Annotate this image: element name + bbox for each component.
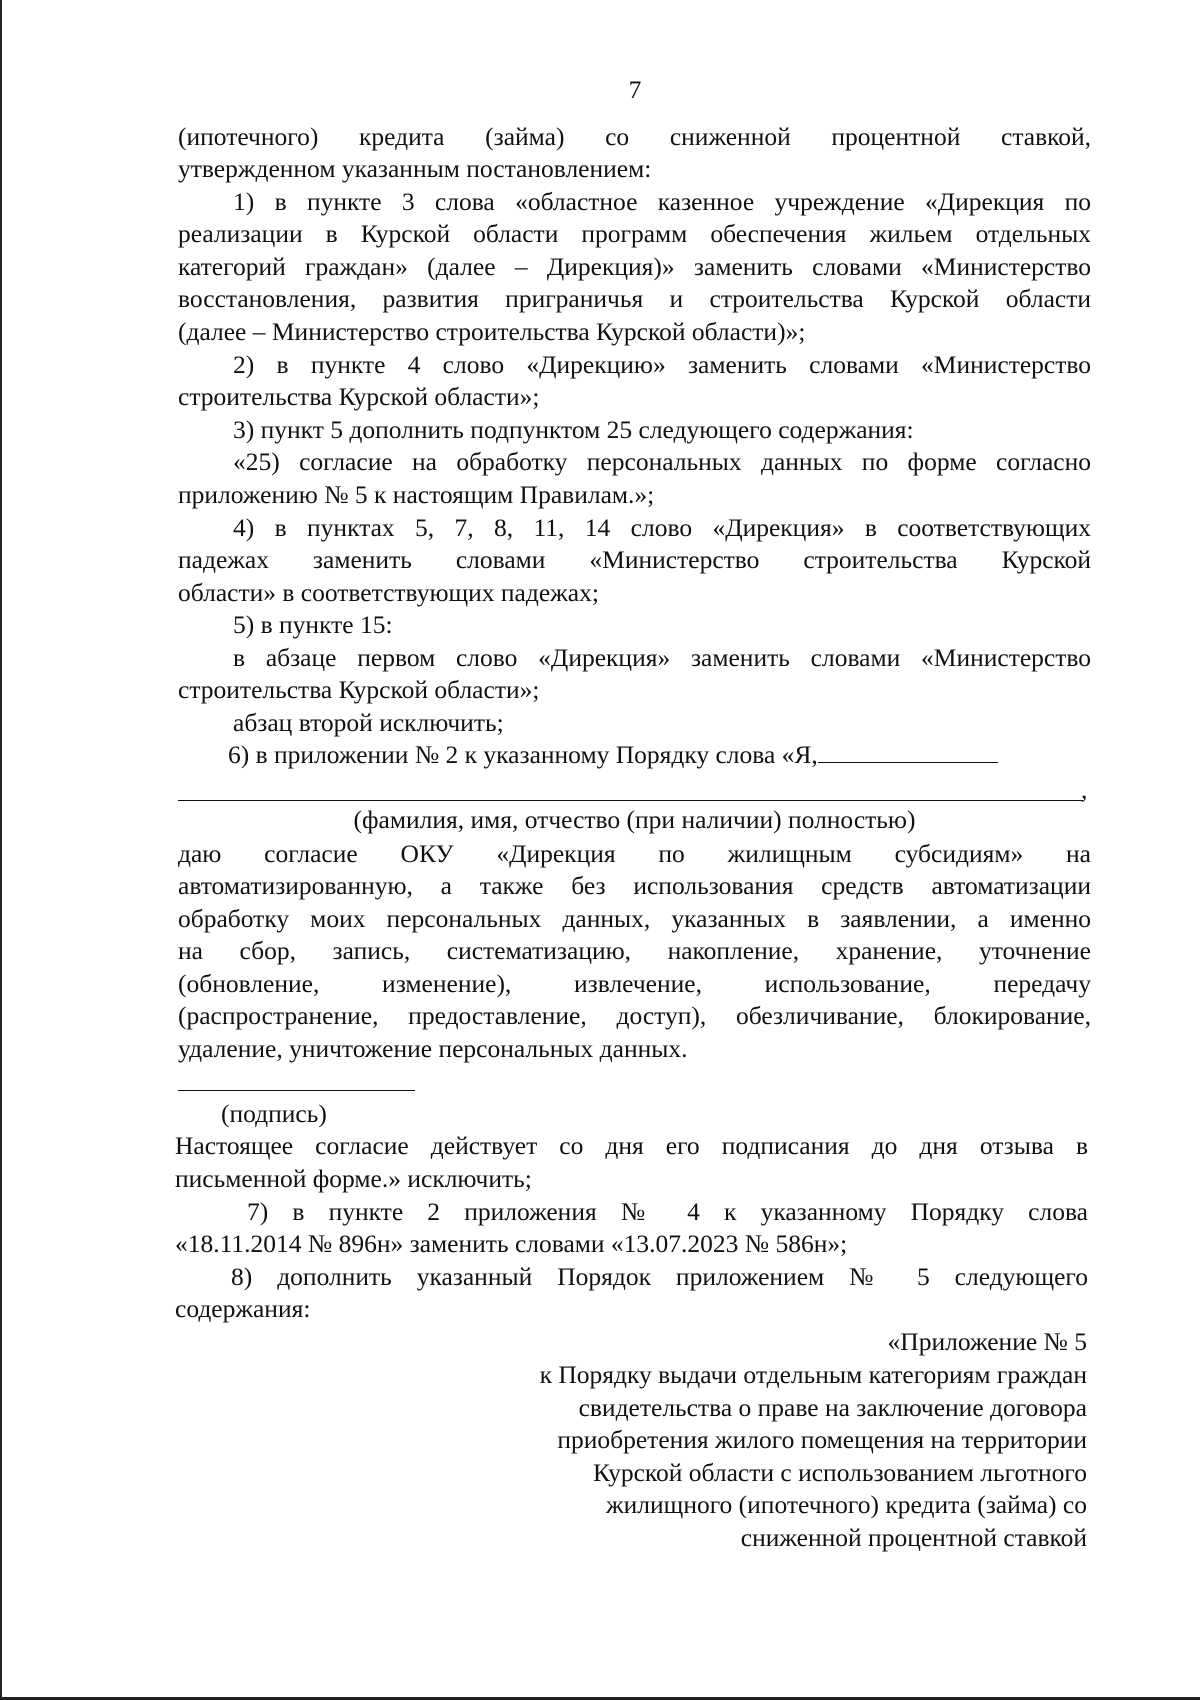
text-line bbox=[228, 739, 1141, 772]
text-line: (ипотечного) кредита (займа) со сниженной процентной ставкой, bbox=[178, 122, 1091, 151]
text-line: категорий граждан» (далее – Дирекция)» заменить словами «Министерство bbox=[178, 252, 1091, 281]
appendix-heading-line: свидетельства о праве на заключение договора bbox=[578, 1393, 1087, 1422]
text-line: на сбор, запись, систематизацию, накопление, хранение, уточнение bbox=[178, 936, 1091, 965]
text-line: удаление, уничтожение персональных данных. bbox=[178, 1034, 688, 1063]
appendix-heading-line: Курской области с использованием льготного bbox=[593, 1458, 1087, 1487]
text-line: «18.11.2014 № 896н» заменить словами «13.07.2023 № 586н»; bbox=[175, 1229, 848, 1258]
field-caption: (фамилия, имя, отчество (при наличии) полностью) bbox=[353, 805, 916, 834]
text-line: падежах заменить словами «Министерство строительства Курской bbox=[178, 545, 1091, 574]
text-line: строительства Курской области»; bbox=[178, 382, 540, 411]
page-number: 7 bbox=[628, 75, 642, 104]
appendix-heading-line: жилищного (ипотечного) кредита (займа) со bbox=[606, 1490, 1087, 1519]
text-line: 7) в пункте 2 приложения № 4 к указанному Порядку слова bbox=[247, 1197, 1088, 1226]
text-line: содержания: bbox=[175, 1294, 311, 1323]
blank-fill-line bbox=[178, 800, 1083, 801]
text-line: 1) в пункте 3 слова «областное казенное учреждение «Дирекция по bbox=[233, 187, 1091, 216]
blank-fill-line bbox=[818, 740, 998, 763]
signature-line bbox=[178, 1090, 415, 1091]
text-line: даю согласие ОКУ «Дирекция по жилищным субсидиям» на bbox=[178, 839, 1091, 868]
text-line: письменной форме.» исключить; bbox=[175, 1164, 532, 1193]
text-line: , bbox=[1081, 775, 1088, 804]
text-line: утвержденном указанным постановлением: bbox=[178, 154, 652, 183]
text-line: в абзаце первом слово «Дирекция» заменить словами «Министерство bbox=[233, 643, 1091, 672]
text-line: 5) в пункте 15: bbox=[233, 610, 393, 639]
text-line: приложению № 5 к настоящим Правилам.»; bbox=[178, 480, 655, 509]
text-line: области» в соответствующих падежах; bbox=[178, 578, 599, 607]
text-line: автоматизированную, а также без использования средств автоматизации bbox=[178, 871, 1091, 900]
signature-caption: (подпись) bbox=[221, 1099, 327, 1128]
text-line: (обновление, изменение), извлечение, использование, передачу bbox=[178, 969, 1091, 998]
text-line: восстановления, развития приграничья и строительства Курской области bbox=[178, 284, 1091, 313]
appendix-heading-line: к Порядку выдачи отдельным категориям граждан bbox=[539, 1360, 1087, 1389]
text-line: (далее – Министерство строительства Курской области)»; bbox=[178, 317, 806, 346]
text-line-label: 6) в приложении № 2 к указанному Порядку слова «Я, bbox=[228, 740, 818, 769]
text-line: 2) в пункте 4 слово «Дирекцию» заменить словами «Министерство bbox=[233, 350, 1091, 379]
appendix-heading-line: приобретения жилого помещения на территории bbox=[557, 1425, 1087, 1454]
scan-border-left bbox=[0, 0, 2, 1700]
text-line: строительства Курской области»; bbox=[178, 675, 540, 704]
appendix-heading-line: «Приложение № 5 bbox=[887, 1327, 1087, 1356]
text-line: 8) дополнить указанный Порядок приложением № 5 следующего bbox=[231, 1262, 1088, 1291]
text-line: обработку моих персональных данных, указанных в заявлении, а именно bbox=[178, 904, 1091, 933]
text-line: Настоящее согласие действует со дня его подписания до дня отзыва в bbox=[175, 1131, 1088, 1160]
appendix-heading-line: сниженной процентной ставкой bbox=[740, 1523, 1087, 1552]
text-line: (распространение, предоставление, доступ), обезличивание, блокирование, bbox=[178, 1001, 1091, 1030]
text-line: 4) в пунктах 5, 7, 8, 11, 14 слово «Дирекция» в соответствующих bbox=[233, 513, 1091, 542]
text-line: 3) пункт 5 дополнить подпунктом 25 следующего содержания: bbox=[233, 415, 914, 444]
text-line: реализации в Курской области программ обеспечения жильем отдельных bbox=[178, 219, 1091, 248]
text-line: абзац второй исключить; bbox=[233, 708, 504, 737]
text-line: «25) согласие на обработку персональных данных по форме согласно bbox=[233, 447, 1091, 476]
